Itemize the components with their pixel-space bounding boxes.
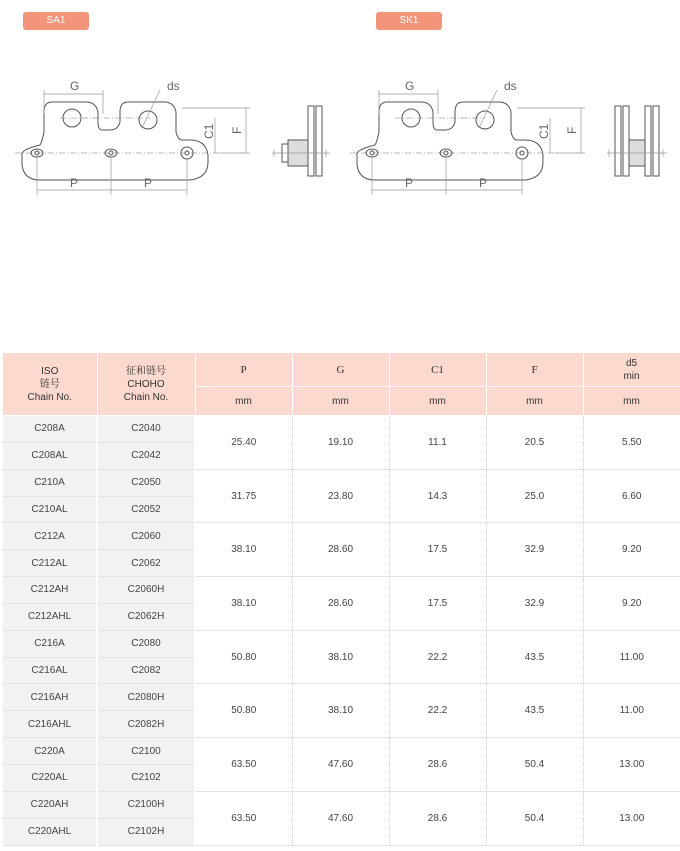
unit-cell: mm bbox=[486, 387, 583, 416]
c1-value: 22.2 bbox=[389, 684, 486, 738]
iso-chain-no: C220AHL bbox=[3, 818, 97, 845]
p-value: 38.10 bbox=[195, 577, 292, 631]
d5-value: 9.20 bbox=[583, 523, 680, 577]
p-value: 31.75 bbox=[195, 469, 292, 523]
iso-chain-no: C220AH bbox=[3, 791, 97, 818]
choho-chain-no: C2062 bbox=[97, 550, 195, 577]
g-label: G bbox=[70, 79, 80, 93]
d5-value: 11.00 bbox=[583, 684, 680, 738]
f-value: 32.9 bbox=[486, 523, 583, 577]
p-value: 38.10 bbox=[195, 523, 292, 577]
c1-value: 22.2 bbox=[389, 630, 486, 684]
choho-chain-no: C2062H bbox=[97, 603, 195, 630]
p-label-1: P bbox=[70, 176, 79, 190]
c1-value: 17.5 bbox=[389, 577, 486, 631]
sk1-chain-drawing bbox=[345, 70, 675, 200]
p-value: 50.80 bbox=[195, 630, 292, 684]
choho-chain-no: C2060 bbox=[97, 523, 195, 550]
ds-label: ds bbox=[504, 79, 517, 93]
table-row bbox=[3, 469, 680, 496]
p-label-2: P bbox=[144, 176, 153, 190]
iso-header: ISO 链号 Chain No. bbox=[3, 353, 97, 416]
f-value: 20.5 bbox=[486, 416, 583, 470]
choho-chain-no: C2102H bbox=[97, 818, 195, 845]
f-label: F bbox=[565, 126, 579, 134]
d5-value: 6.60 bbox=[583, 469, 680, 523]
c1-header: C1 bbox=[389, 353, 486, 387]
g-value: 47.60 bbox=[292, 791, 389, 845]
choho-chain-no: C2060H bbox=[97, 577, 195, 604]
p-value: 63.50 bbox=[195, 791, 292, 845]
table-row bbox=[3, 791, 680, 818]
table-row bbox=[3, 523, 680, 550]
d5-value: 11.00 bbox=[583, 630, 680, 684]
c1-label: C1 bbox=[202, 123, 216, 139]
iso-chain-no: C220AL bbox=[3, 764, 97, 791]
iso-chain-no: C216AHL bbox=[3, 711, 97, 738]
iso-chain-no: C210A bbox=[3, 469, 97, 496]
d5-value: 9.20 bbox=[583, 577, 680, 631]
c1-value: 14.3 bbox=[389, 469, 486, 523]
c1-value: 28.6 bbox=[389, 738, 486, 792]
table-row bbox=[3, 577, 680, 604]
choho-chain-no: C2080 bbox=[97, 630, 195, 657]
f-value: 50.4 bbox=[486, 791, 583, 845]
unit-cell: mm bbox=[292, 387, 389, 416]
choho-chain-no: C2050 bbox=[97, 469, 195, 496]
ds-label: ds bbox=[167, 79, 180, 93]
choho-chain-no: C2100H bbox=[97, 791, 195, 818]
iso-chain-no: C212AL bbox=[3, 550, 97, 577]
choho-chain-no: C2082 bbox=[97, 657, 195, 684]
iso-chain-no: C220A bbox=[3, 738, 97, 765]
iso-chain-no: C216A bbox=[3, 630, 97, 657]
table-row bbox=[3, 738, 680, 765]
g-value: 23.80 bbox=[292, 469, 389, 523]
c1-value: 17.5 bbox=[389, 523, 486, 577]
f-value: 32.9 bbox=[486, 577, 583, 631]
d5-value: 13.00 bbox=[583, 791, 680, 845]
choho-chain-no: C2102 bbox=[97, 764, 195, 791]
table-row bbox=[3, 630, 680, 657]
choho-chain-no: C2040 bbox=[97, 416, 195, 443]
f-value: 25.0 bbox=[486, 469, 583, 523]
g-value: 28.60 bbox=[292, 523, 389, 577]
sa1-chain-drawing bbox=[10, 70, 340, 200]
sk1-tag: SK1 bbox=[376, 12, 442, 30]
choho-chain-no: C2052 bbox=[97, 496, 195, 523]
choho-header: 征和链号 CHOHO Chain No. bbox=[97, 353, 195, 416]
unit-cell: mm bbox=[583, 387, 680, 416]
unit-cell: mm bbox=[195, 387, 292, 416]
c1-value: 28.6 bbox=[389, 791, 486, 845]
d5-header: d5 min bbox=[583, 353, 680, 387]
p-label-2: P bbox=[479, 176, 488, 190]
c1-value: 11.1 bbox=[389, 416, 486, 470]
p-header: P bbox=[195, 353, 292, 387]
c1-label: C1 bbox=[537, 123, 551, 139]
p-value: 25.40 bbox=[195, 416, 292, 470]
g-value: 28.60 bbox=[292, 577, 389, 631]
iso-chain-no: C216AL bbox=[3, 657, 97, 684]
sa1-tag: SA1 bbox=[23, 12, 89, 30]
choho-chain-no: C2082H bbox=[97, 711, 195, 738]
choho-chain-no: C2042 bbox=[97, 442, 195, 469]
p-value: 50.80 bbox=[195, 684, 292, 738]
iso-chain-no: C212A bbox=[3, 523, 97, 550]
iso-chain-no: C212AH bbox=[3, 577, 97, 604]
f-value: 43.5 bbox=[486, 684, 583, 738]
g-header: G bbox=[292, 353, 389, 387]
choho-chain-no: C2080H bbox=[97, 684, 195, 711]
d5-value: 5.50 bbox=[583, 416, 680, 470]
g-value: 38.10 bbox=[292, 630, 389, 684]
iso-chain-no: C216AH bbox=[3, 684, 97, 711]
p-value: 63.50 bbox=[195, 738, 292, 792]
d5-value: 13.00 bbox=[583, 738, 680, 792]
p-label-1: P bbox=[405, 176, 414, 190]
iso-chain-no: C210AL bbox=[3, 496, 97, 523]
iso-chain-no: C208A bbox=[3, 416, 97, 443]
unit-cell: mm bbox=[389, 387, 486, 416]
table-row bbox=[3, 684, 680, 711]
g-value: 19.10 bbox=[292, 416, 389, 470]
chain-spec-table bbox=[3, 353, 680, 846]
iso-chain-no: C212AHL bbox=[3, 603, 97, 630]
f-header: F bbox=[486, 353, 583, 387]
f-value: 50.4 bbox=[486, 738, 583, 792]
f-value: 43.5 bbox=[486, 630, 583, 684]
choho-chain-no: C2100 bbox=[97, 738, 195, 765]
g-label: G bbox=[405, 79, 415, 93]
f-label: F bbox=[230, 126, 244, 134]
g-value: 38.10 bbox=[292, 684, 389, 738]
table-row bbox=[3, 416, 680, 443]
g-value: 47.60 bbox=[292, 738, 389, 792]
iso-chain-no: C208AL bbox=[3, 442, 97, 469]
